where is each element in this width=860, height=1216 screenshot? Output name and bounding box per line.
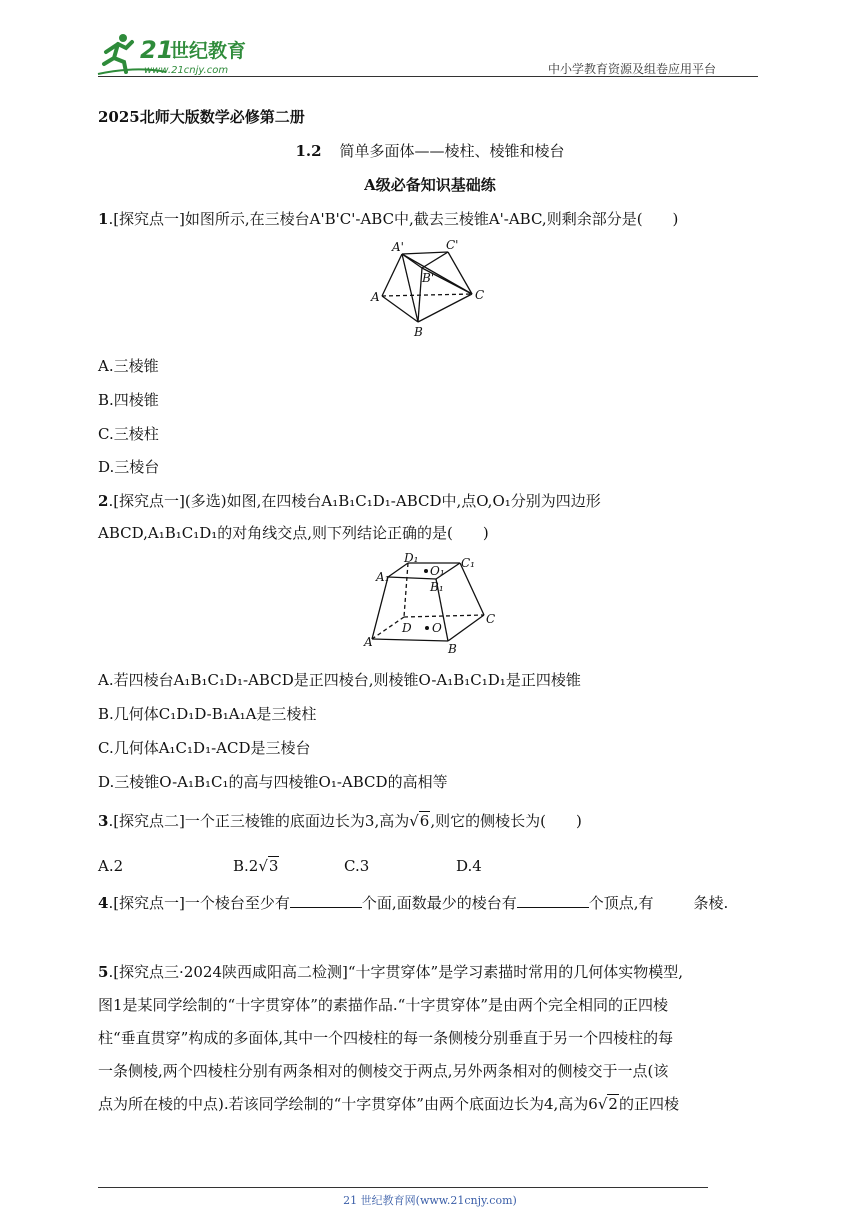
logo-text: 世纪教育 — [170, 40, 247, 62]
label-a1: A₁ — [376, 570, 390, 584]
label-a: A — [371, 290, 380, 304]
sqrt-radicand: 2 — [608, 1095, 618, 1113]
figure-frustum-quadrilateral — [360, 553, 500, 657]
site-logo — [96, 30, 266, 78]
label-c-prime: C' — [446, 238, 459, 252]
option-b-prefix: B.2 — [233, 857, 259, 875]
question-5-line4: 一条侧棱,两个四棱柱分别有两条相对的侧棱交于两点,另外两条相对的侧棱交于一点(该 — [98, 1062, 669, 1080]
question-number: 1 — [98, 210, 109, 228]
footer-divider — [98, 1187, 708, 1188]
question-text-end: ,则它的侧棱长为( ) — [430, 812, 582, 830]
label-c1: C₁ — [461, 556, 475, 570]
label-c: C — [475, 288, 485, 302]
q2-option-d: D.三棱锥O-A₁B₁C₁的高与四棱锥O₁-ABCD的高相等 — [98, 773, 448, 791]
sqrt-radicand: 6 — [419, 812, 430, 830]
question-text: .[探究点二]一个正三棱锥的底面边长为3,高为 — [108, 812, 410, 830]
label-b1: B₁ — [430, 580, 444, 594]
q2-option-c: C.几何体A₁C₁D₁-ACD是三棱台 — [98, 739, 311, 757]
q3-option-d: D.4 — [456, 857, 482, 875]
question-3: 3.[探究点二]一个正三棱锥的底面边长为3,高为√6,则它的侧棱长为( ) — [98, 812, 582, 830]
label-d1: D₁ — [404, 553, 419, 565]
question-number: 3 — [98, 812, 109, 830]
section-title: 简单多面体——棱柱、棱锥和棱台 — [339, 142, 565, 160]
label-o1: O₁ — [430, 564, 445, 578]
q1-option-d: D.三棱台 — [98, 458, 160, 476]
question-5-line2: 图1是某同学绘制的“十字贯穿体”的素描作品.“十字贯穿体”是由两个完全相同的正四棱 — [98, 996, 668, 1014]
question-text-line1: .[探究点三·2024陕西咸阳高二检测]“十字贯穿体”是学习素描时常用的几何体实物模型, — [108, 963, 683, 981]
label-d: D — [402, 621, 412, 635]
question-5-line5: 点为所在棱的中点).若该同学绘制的“十字贯穿体”由两个底面边长为4,高为6√2的正四棱 — [98, 1095, 679, 1113]
label-b: B — [448, 642, 457, 656]
document-title: 2025北师大版数学必修第二册 — [98, 108, 305, 126]
question-1 — [98, 203, 762, 235]
question-number: 4 — [98, 894, 109, 912]
logo-url: www.21cnjy.com — [144, 65, 229, 76]
question-4 — [98, 887, 762, 919]
logo-number: 21 — [140, 36, 174, 64]
question-number: 2 — [98, 492, 109, 510]
question-number: 5 — [98, 963, 109, 981]
question-text-1: .[探究点一]一个棱台至少有 — [108, 894, 290, 912]
option-b-radicand: 3 — [268, 857, 279, 875]
section-number: 1.2 — [295, 142, 322, 160]
answer-blank-3[interactable] — [653, 894, 693, 908]
q2-option-b: B.几何体C₁D₁D-B₁A₁A是三棱柱 — [98, 705, 317, 723]
header-divider — [98, 76, 758, 77]
question-5 — [98, 956, 762, 988]
question-text-3: 个顶点,有 — [588, 894, 654, 912]
label-a-prime: A' — [392, 240, 404, 254]
label-o: O — [432, 621, 442, 635]
question-text-line5a: 点为所在棱的中点).若该同学绘制的“十字贯穿体”由两个底面边长为4,高为6 — [98, 1095, 598, 1113]
question-2 — [98, 485, 762, 517]
q3-option-c: C.3 — [344, 857, 370, 875]
q1-option-b: B.四棱锥 — [98, 391, 159, 409]
section-heading — [0, 140, 860, 161]
q1-option-a: A.三棱锥 — [98, 357, 159, 375]
question-text: .[探究点一]如图所示,在三棱台A'B'C'-ABC中,截去三棱锥A'-ABC,则剩余部分是( ) — [108, 210, 679, 228]
q3-option-b: B.2√3 — [233, 857, 279, 875]
question-2-line2: ABCD,A₁B₁C₁D₁的对角线交点,则下列结论正确的是( ) — [98, 524, 489, 542]
question-text-line5b: 的正四棱 — [618, 1095, 679, 1113]
question-5-line3: 柱“垂直贯穿”构成的多面体,其中一个四棱柱的每一条侧棱分别垂直于另一个四棱柱的每 — [98, 1029, 674, 1047]
q3-option-a: A.2 — [98, 857, 124, 875]
q2-option-a: A.若四棱台A₁B₁C₁D₁-ABCD是正四棱台,则棱锥O-A₁B₁C₁D₁是正四棱锥 — [98, 671, 581, 689]
level-heading: A级必备知识基础练 — [364, 176, 496, 194]
header-platform-text: 中小学教育资源及组卷应用平台 — [548, 62, 717, 76]
answer-blank-2[interactable] — [517, 893, 589, 908]
figure-frustum-triangular — [368, 238, 488, 338]
label-a: A — [364, 635, 373, 649]
question-text-4: 条棱. — [693, 894, 729, 912]
footer-text: 21 世纪教育网(www.21cnjy.com) — [343, 1194, 517, 1207]
question-text-line1: .[探究点一](多选)如图,在四棱台A₁B₁C₁D₁-ABCD中,点O,O₁分别为四边形 — [108, 492, 601, 510]
q1-option-c: C.三棱柱 — [98, 425, 159, 443]
label-c: C — [486, 612, 496, 626]
label-b-prime: B' — [422, 271, 435, 285]
answer-blank-1[interactable] — [290, 893, 362, 908]
question-text-2: 个面,面数最少的棱台有 — [361, 894, 517, 912]
label-b: B — [414, 325, 423, 338]
